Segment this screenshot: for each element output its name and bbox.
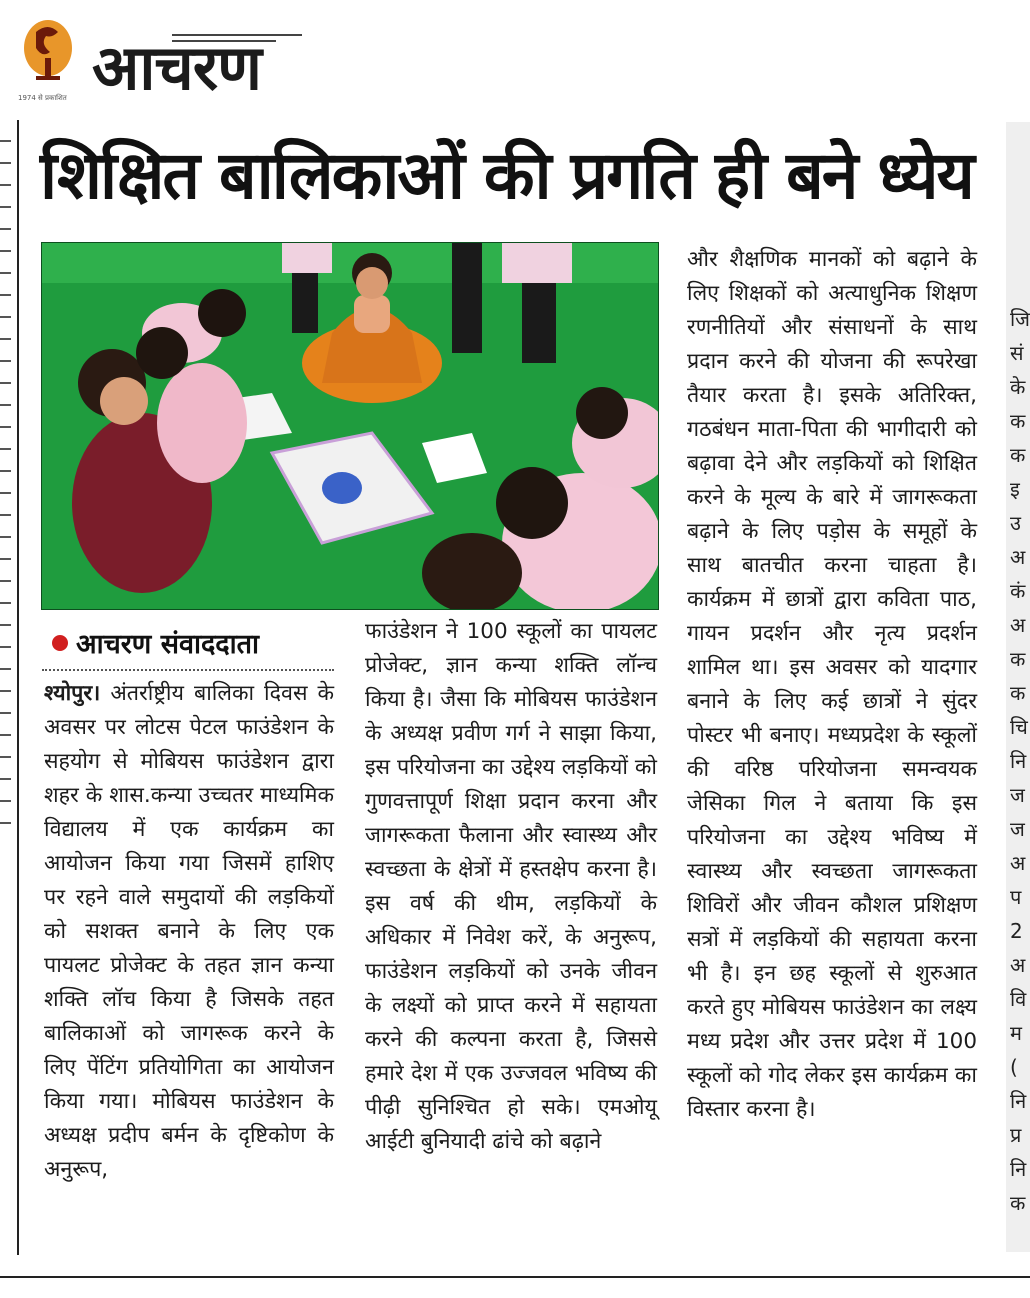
newspaper-masthead <box>0 0 318 112</box>
adjacent-glyph: अ <box>1010 613 1026 637</box>
adjacent-article-right-strip <box>1006 122 1030 1252</box>
article-byline <box>46 622 336 662</box>
adjacent-glyph: सं <box>1010 341 1024 365</box>
adjacent-glyph: जि <box>1010 307 1030 331</box>
adjacent-glyph: अ <box>1010 545 1026 569</box>
column-1-text: अंतर्राष्ट्रीय बालिका दिवस के अवसर पर लोटस पेटल फाउंडेशन के सहयोग से मोबियस फाउंडेशन द्वारा शहर के शास.कन्या उच्चतर माध्यमिक विद्यालय में एक कार्यक्रम का आयोजन किया गया जिसमें हाशिए पर रहने वाले समुदायों की लड़कियों को सशक्त बनाने के लिए एक पायलट प्रोजेक्ट के तहत ज्ञान कन्या शक्ति लॉच किया है जिसके तहत बालिकाओं को जागरूक करने के लिए पेंटिंग प्रतियोगिता का आयोजन किया गया। मोबियस फाउंडेशन के अध्यक्ष प्रदीप बर्मन के दृष्टिकोण के अनुरूप, <box>44 681 334 1182</box>
article-column-3 <box>687 243 977 1127</box>
masthead-year: 1974 से प्रकाशित <box>18 94 67 102</box>
adjacent-glyph: म <box>1010 1021 1022 1045</box>
adjacent-glyph: ( <box>1010 1055 1018 1079</box>
byline-text: आचरण संवाददाता <box>76 629 260 660</box>
adjacent-glyph: 2 <box>1010 919 1023 943</box>
adjacent-glyph: नि <box>1010 749 1027 773</box>
adjacent-glyph: क <box>1010 409 1026 433</box>
adjacent-article-left-edge <box>0 120 19 1255</box>
adjacent-glyph: के <box>1010 375 1026 399</box>
adjacent-glyph: क <box>1010 443 1026 467</box>
adjacent-article-glyphs <box>1006 302 1030 1220</box>
adjacent-glyph: कं <box>1010 579 1026 603</box>
article-headline: शिक्षित बालिकाओं की प्रगति ही बने ध्येय <box>40 137 973 214</box>
byline-bullet-icon <box>52 635 68 651</box>
article-dateline: श्योपुर। <box>44 681 101 706</box>
adjacent-glyph: क <box>1010 647 1026 671</box>
adjacent-glyph: नि <box>1010 1089 1027 1113</box>
adjacent-glyph: उ <box>1010 511 1021 535</box>
adjacent-glyph: ज <box>1010 817 1025 841</box>
byline-divider <box>42 669 334 671</box>
article-column-2 <box>365 615 657 1159</box>
adjacent-glyph: प्र <box>1010 1123 1022 1147</box>
adjacent-glyph: अ <box>1010 851 1026 875</box>
adjacent-glyph: चि <box>1010 715 1028 739</box>
adjacent-glyph: नि <box>1010 1157 1027 1181</box>
adjacent-glyph: इ <box>1010 477 1020 501</box>
adjacent-glyph: प <box>1010 885 1022 909</box>
adjacent-glyph: अ <box>1010 953 1026 977</box>
column-3-text: और शैक्षणिक मानकों को बढ़ाने के लिए शिक्षकों को अत्याधुनिक शिक्षण रणनीतियों और संसाधनों के साथ प्रदान करने की योजना की रूपरेखा तैयार करता है। इसके अतिरिक्त, गठबंधन माता-पिता की भागीदारी को बढ़ावा देने और लड़कियों को शिक्षित करने के मूल्य के बारे में जागरूकता बढ़ाने के लिए पड़ोस के समूहों के साथ बातचीत करना चाहता है। कार्यक्रम में छात्रों द्वारा कविता पाठ, गायन प्रदर्शन और नृत्य प्रदर्शन शामिल था। इस अवसर को यादगार बनाने के लिए कई छात्रों ने सुंदर पोस्टर भी बनाए। मध्यप्रदेश के स्कूलों की वरिष्ठ परियोजना समन्वयक जेसिका गिल ने बताया कि इस परियोजना का उद्देश्य भविष्य में स्वास्थ्य और स्वच्छता जागरूकता शिविरों और जीवन कौशल प्रशिक्षण सत्रों में लड़कियों की सहायता करना भी है। इन छह स्कूलों से शुरुआत करते हुए मोबियस फाउंडेशन का लक्ष्य मध्य प्रदेश और उत्तर प्रदेश में 100 स्कूलों को गोद लेकर इस कार्यक्रम का विस्तार करना है। <box>687 247 977 1122</box>
adjacent-glyph: वि <box>1010 987 1027 1011</box>
adjacent-glyph: ज <box>1010 783 1025 807</box>
newspaper-emblem-icon <box>22 18 74 92</box>
page-bottom-rule <box>0 1276 1030 1278</box>
adjacent-glyph: क <box>1010 681 1026 705</box>
adjacent-glyph: क <box>1010 1191 1026 1215</box>
article-photo <box>41 242 659 610</box>
column-2-text: फाउंडेशन ने 100 स्कूलों का पायलट प्रोजेक्ट, ज्ञान कन्या शक्ति लॉन्च किया है। जैसा कि मोबियस फाउंडेशन के अध्यक्ष प्रवीण गर्ग ने साझा किया, इस परियोजना का उद्देश्य लड़कियों को गुणवत्तापूर्ण शिक्षा प्रदान करना और जागरूकता फैलाना और स्वास्थ्य और स्वच्छता के क्षेत्रों में हस्तक्षेप करना है। इस वर्ष की थीम, लड़कियों के अधिकार में निवेश करें, के अनुरूप, फाउंडेशन लड़कियों को उनके जीवन के लक्ष्यों को प्राप्त करने में सहायता करने की कल्पना करता है, जिससे हमारे देश में एक उज्जवल भविष्य की पीढ़ी सुनिश्चित हो सके। एमओयू आईटी बुनियादी ढांचे को बढ़ाने <box>365 619 657 1154</box>
article-column-1 <box>44 677 334 1187</box>
newspaper-title: आचरण <box>92 31 261 104</box>
